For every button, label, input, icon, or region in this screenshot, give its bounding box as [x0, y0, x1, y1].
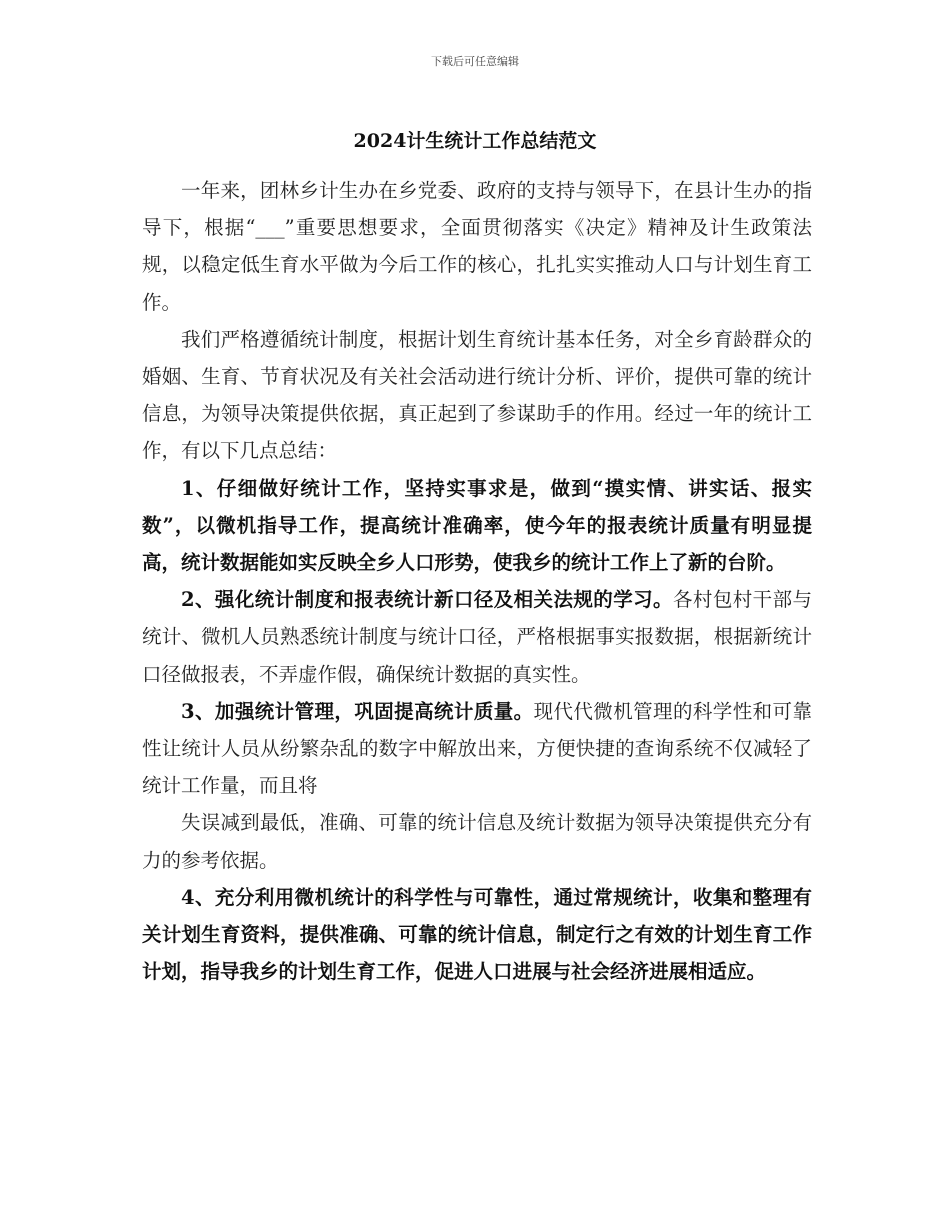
document-title: 2024计生统计工作总结范文 — [353, 130, 597, 152]
paragraph-text: 各村包村干部与统计、微机人员熟悉统计制度与统计口径，严格根据事实报数据，根据新统计口径做报表，不弄虚作假，确保统计数据的真实性。 — [142, 588, 812, 686]
paragraph-text: 一年来，团林乡计生办在乡党委、政府的支持与领导下，在县计生办的指导下，根据“___”重要思想要求，全面贯彻落实《决定》精神及计生政策法规，以稳定低生育水平做为今后工作的核心，扎扎实实推动人口与计划生育工作。 — [142, 179, 812, 314]
paragraph-lead: 3、加强统计管理，巩固提高统计质量。 — [181, 699, 534, 723]
paragraph — [142, 321, 812, 470]
paragraph — [142, 581, 812, 693]
paragraph — [142, 172, 812, 321]
paragraph-lead: 1、仔细做好统计工作，坚持实事求是，做到“摸实情、讲实话、报实数”，以微机指导工作，提高统计准确率，使今年的报表统计质量有明显提高，统计数据能如实反映全乡人口形势，使我乡的统计工作上了新的台阶。 — [142, 476, 812, 575]
paragraph — [142, 693, 812, 805]
document-body — [142, 172, 812, 990]
paragraph — [142, 879, 812, 991]
paragraph-text: 现代代微机管理的科学性和可靠性让统计人员从纷繁杂乱的数字中解放出来，方便快捷的查询系统不仅减轻了统计工作量，而且将 — [142, 699, 812, 798]
paragraph-lead: 4、充分利用微机统计的科学性与可靠性，通过常规统计，收集和整理有关计划生育资料，提供准确、可靠的统计信息，制定行之有效的计划生育工作计划，指导我乡的计划生育工作，促进人口进展与社会经济进展相适应。 — [142, 885, 812, 984]
paragraph-lead: 2、强化统计制度和报表统计新口径及相关法规的学习。 — [181, 588, 673, 612]
paragraph-text: 失误减到最低，准确、可靠的统计信息及统计数据为领导决策提供充分有力的参考依据。 — [142, 811, 812, 872]
paragraph — [142, 804, 812, 878]
paragraph-text: 我们严格遵循统计制度，根据计划生育统计基本任务，对全乡育龄群众的婚姻、生育、节育状况及有关社会活动进行统计分析、评价，提供可靠的统计信息，为领导决策提供依据，真正起到了参谋助手的作用。经过一年的统计工作，有以下几点总结： — [142, 327, 812, 463]
page-header: 下载后可任意编辑 — [431, 55, 519, 68]
paragraph — [142, 470, 812, 582]
